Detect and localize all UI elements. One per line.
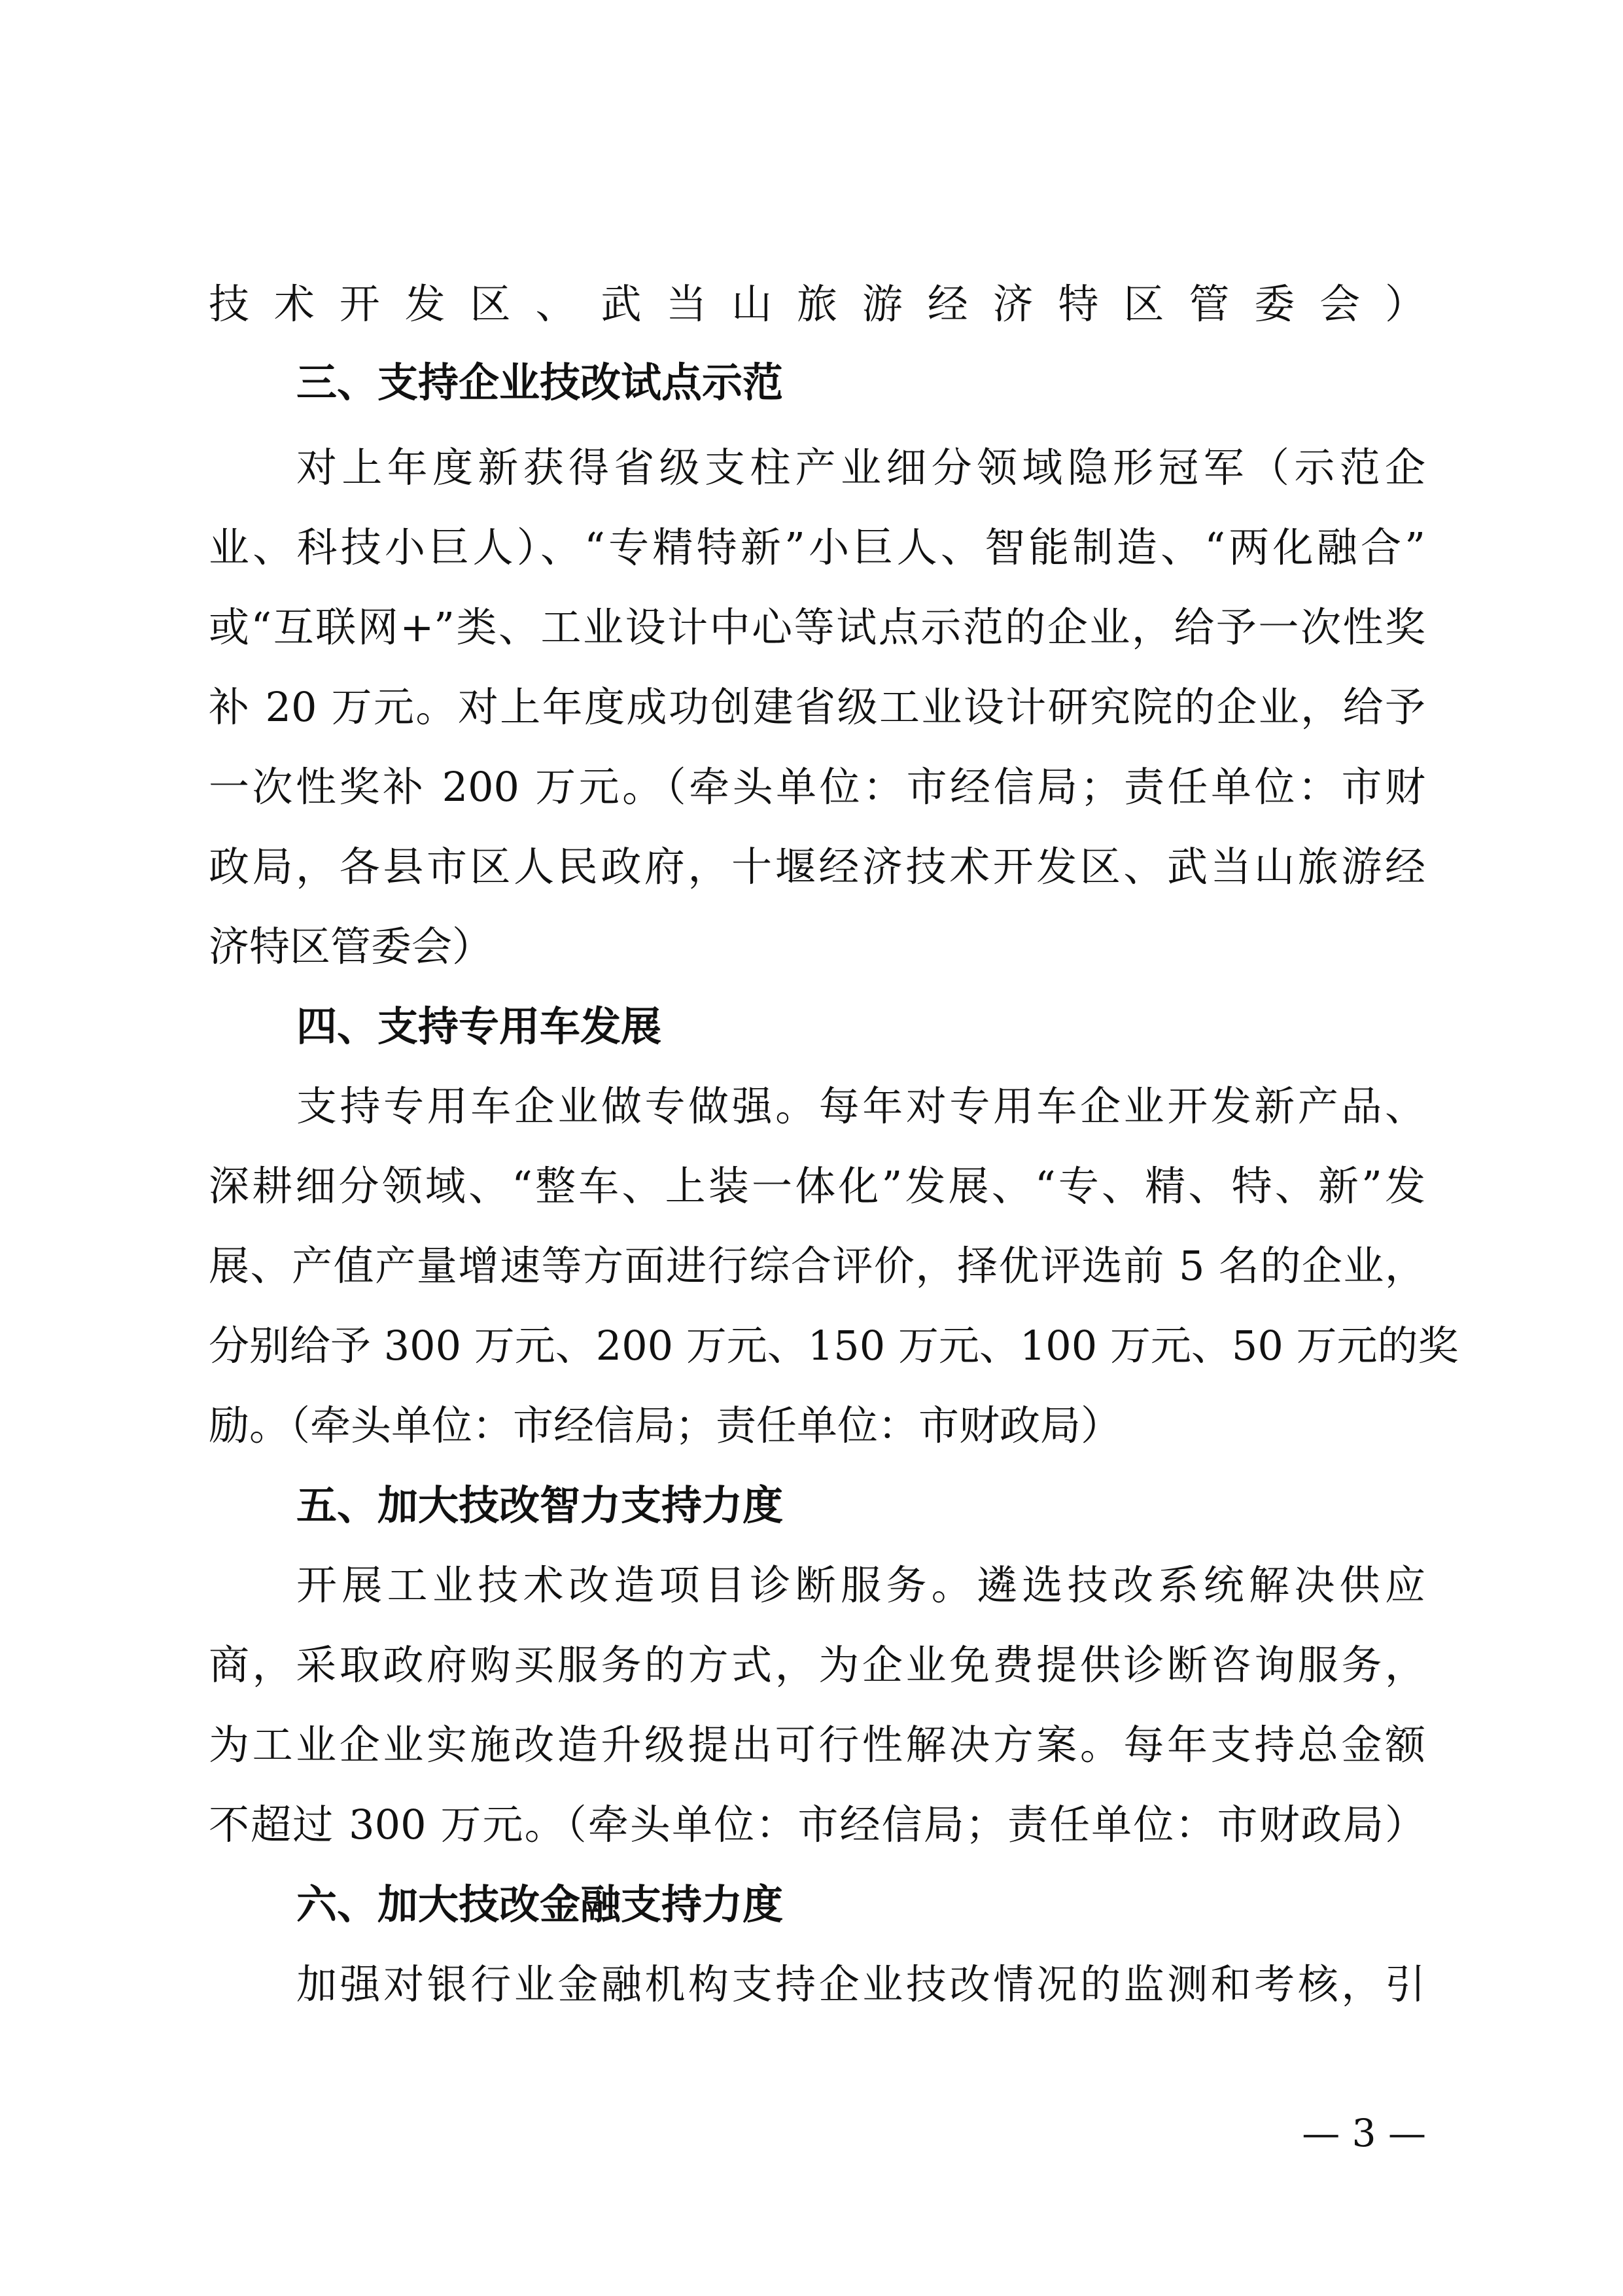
body-text-line: 为工业企业实施改造升级提出可行性解决方案。每年支持总金额 [209, 1721, 1425, 1769]
section-heading-3: 三、支持企业技改试点示范 [296, 359, 784, 406]
page-number: — 3 — [1302, 2111, 1426, 2155]
body-text-line: 一次性奖补 200 万元。（牵头单位：市经信局；责任单位：市财 [209, 763, 1425, 811]
body-text-line: 开展工业技术改造项目诊断服务。遴选技改系统解决供应 [296, 1561, 1425, 1609]
section-heading-5: 五、加大技改智力支持力度 [296, 1481, 784, 1529]
body-text-line: 展、产值产量增速等方面进行综合评价，择优评选前 5 名的企业， [209, 1242, 1425, 1290]
body-text-line: 济特区管委会） [209, 923, 493, 970]
body-text-line: 支持专用车企业做专做强。每年对专用车企业开发新产品、 [296, 1082, 1425, 1130]
section-heading-6: 六、加大技改金融支持力度 [296, 1881, 784, 1928]
body-text-line: 补 20 万元。对上年度成功创建省级工业设计研究院的企业，给予 [209, 683, 1425, 731]
body-text-line: 励。（牵头单位：市经信局；责任单位：市财政局） [209, 1402, 1122, 1449]
body-text-line: 加强对银行业金融机构支持企业技改情况的监测和考核，引 [296, 1960, 1425, 2008]
section-heading-4: 四、支持专用车发展 [296, 1002, 662, 1050]
body-text-line: 技术开发区、武当山旅游经济特区管委会） [209, 280, 1425, 328]
body-text-line: 分别给予 300 万元、200 万元、150 万元、100 万元、50 万元的奖 [209, 1322, 1459, 1369]
body-text-line: 商，采取政府购买服务的方式，为企业免费提供诊断咨询服务， [209, 1641, 1425, 1689]
body-text-line: 对上年度新获得省级支柱产业细分领域隐形冠军（示范企 [296, 444, 1425, 491]
body-text-line: 或“互联网+”类、工业设计中心等试点示范的企业，给予一次性奖 [209, 603, 1425, 651]
body-text-line: 不超过 300 万元。（牵头单位：市经信局；责任单位：市财政局） [209, 1801, 1425, 1848]
body-text-line: 深耕细分领域、“整车、上装一体化”发展、“专、精、特、新”发 [209, 1162, 1425, 1210]
body-text-line: 业、科技小巨人）、“专精特新”小巨人、智能制造、“两化融合” [209, 523, 1425, 571]
body-text-line: 政局，各县市区人民政府，十堰经济技术开发区、武当山旅游经 [209, 843, 1425, 891]
